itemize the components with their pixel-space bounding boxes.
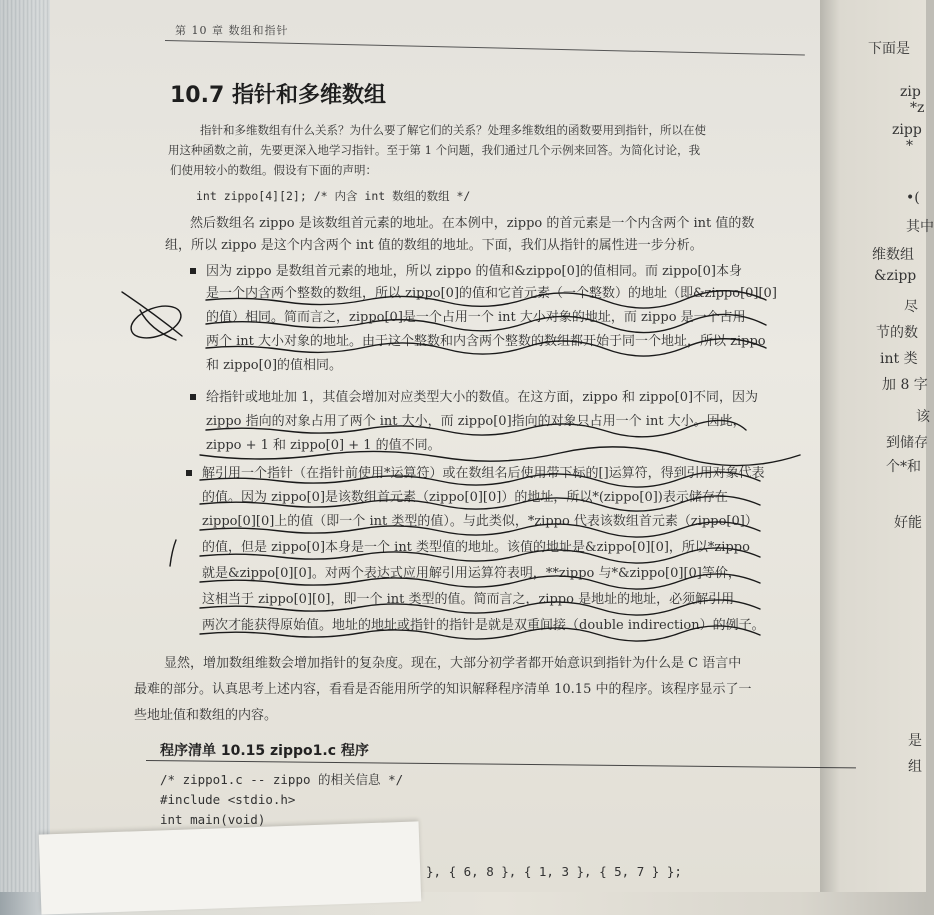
bullet-line: 给指针或地址加 1，其值会增加对应类型大小的数值。在这方面，zippo 和 zippo[0]不同，因为 <box>206 390 759 405</box>
listing-title: 程序清单 10.15 zippo1.c 程序 <box>160 743 369 759</box>
intro-line: 指针和多维数组有什么关系？为什么要了解它们的关系？处理多维数组的函数要用到指针，所以在使 <box>200 123 706 137</box>
right-frag: 下面是 <box>868 41 910 57</box>
bullet-line: zippo 指向的对象占用了两个 int 大小，而 zippo[0]指向的对象只占用一个 int 大小。因此， <box>206 414 746 429</box>
bullet-line: 两个 int 大小对象的地址。由于这个整数和内含两个整数的数组都开始于同一个地址，所以 zippo <box>206 334 766 349</box>
right-frag: •( <box>906 190 920 206</box>
right-frag: 个*和 <box>886 459 921 475</box>
chapter-header: 第 10 章 数组和指针 <box>175 24 289 37</box>
para-line: 然后数组名 zippo 是该数组首元素的地址。在本例中，zippo 的首元素是一个内含两个 int 值的数 <box>190 216 755 231</box>
section-title: 10.7 指针和多维数组 <box>170 83 386 108</box>
right-frag: 其中 <box>906 219 934 235</box>
declaration-code: int zippo[4][2]; /* 内含 int 数组的数组 */ <box>196 189 471 203</box>
right-frag: zipp <box>892 122 922 138</box>
right-frag: 组 <box>908 759 922 775</box>
intro-line: 用这种函数之前，先要更深入地学习指针。至于第 1 个问题，我们通过几个示例来回答。为简化讨论，我 <box>168 143 701 157</box>
right-frag: zip <box>900 84 921 100</box>
bullet-line: 的值）相同。简而言之，zippo[0]是一个占用一个 int 大小对象的地址，而 zippo 是一个占用 <box>206 310 746 325</box>
bullet-line: 的值，但是 zippo[0]本身是一个 int 类型值的地址。该值的地址是&zippo[0][0]，所以*zippo <box>202 540 750 555</box>
bullet-line: 就是&zippo[0][0]。对两个表达式应用解引用运算符表明，**zippo 与*&zippo[0][0]等价， <box>202 566 741 581</box>
intro-line: 们使用较小的数组。假设有下面的声明： <box>170 163 377 177</box>
right-frag: 维数组 <box>872 247 914 263</box>
bullet-line: 是一个内含两个整数的数组，所以 zippo[0]的值和它首元素（一个整数）的地址（即&zippo[0][0] <box>206 286 777 301</box>
right-frag: 是 <box>908 733 922 749</box>
right-frag: 好能 <box>894 515 922 531</box>
code-line: #include <stdio.h> <box>160 792 296 807</box>
code-line: }, { 6, 8 }, { 1, 3 }, { 5, 7 } }; <box>426 864 682 879</box>
bullet-line: 和 zippo[0]的值相同。 <box>206 358 343 373</box>
right-frag: int 类 <box>880 351 918 367</box>
bullet-line: zippo[0][0]上的值（即一个 int 类型的值）。与此类似，*zippo 代表该数组首元素（zippo[0]） <box>202 514 758 529</box>
code-line: int main(void) <box>160 812 266 827</box>
bullet-line: 这相当于 zippo[0][0]，即一个 int 类型的值。简而言之，zippo 是地址的地址，必须解引用 <box>202 592 735 607</box>
right-frag: * <box>906 138 913 154</box>
code-line: /* zippo1.c -- zippo 的相关信息 */ <box>160 772 404 787</box>
right-frag: 尽 <box>904 299 918 315</box>
bullet-line: zippo + 1 和 zippo[0] + 1 的值不同。 <box>206 438 441 453</box>
bullet-line: 解引用一个指针（在指针前使用*运算符）或在数组名后使用带下标的[]运算符，得到引用对象代表 <box>202 466 765 481</box>
conclusion-line: 显然，增加数组维数会增加指针的复杂度。现在，大部分初学者都开始意识到指针为什么是 C 语言中 <box>164 656 742 671</box>
right-frag: 节的数 <box>876 325 918 341</box>
para-line: 组，所以 zippo 是这个内含两个 int 值的数组的地址。下面，我们从指针的属性进一步分析。 <box>165 238 703 253</box>
bullet-line: 的值。因为 zippo[0]是该数组首元素（zippo[0][0]）的地址，所以*(zippo[0])表示储存在 <box>202 490 728 505</box>
right-frag: &zipp <box>874 268 917 284</box>
right-frag: *z <box>910 100 925 116</box>
conclusion-line: 最难的部分。认真思考上述内容，看看是否能用所学的知识解释程序清单 10.15 中的程序。该程序显示了一 <box>134 682 752 697</box>
right-frag: 该 <box>916 409 930 425</box>
right-frag: 加 8 字 <box>882 377 928 393</box>
bullet-line: 因为 zippo 是数组首元素的地址，所以 zippo 的值和&zippo[0]的值相同。而 zippo[0]本身 <box>206 264 742 279</box>
bullet-line: 两次才能获得原始值。地址的地址或指针的指针是就是双重间接（double indirection）的例子。 <box>202 618 765 633</box>
right-frag: 到储存 <box>886 435 928 451</box>
conclusion-line: 些地址值和数组的内容。 <box>134 708 278 723</box>
